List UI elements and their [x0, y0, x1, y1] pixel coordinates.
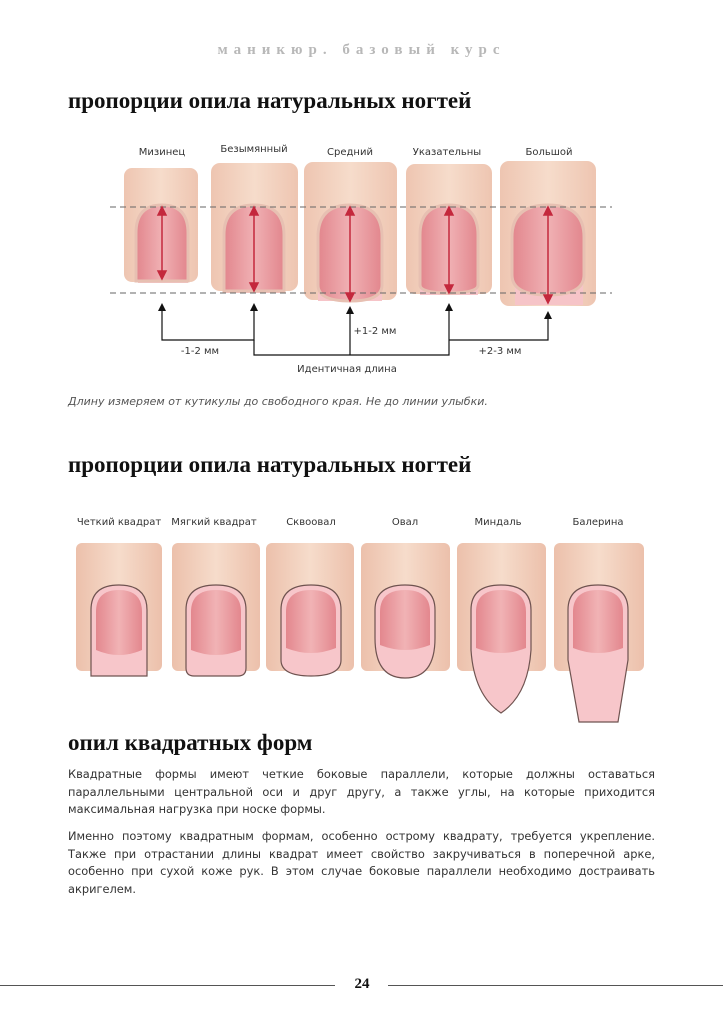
finger-label-thumb: Большой	[525, 147, 573, 158]
shape-label-ballerina: Балерина	[572, 517, 624, 528]
finger-pinky	[124, 168, 198, 283]
page-number: 24	[354, 976, 370, 992]
shape-almond	[457, 543, 546, 713]
arrow-heads	[158, 303, 552, 319]
finger-label-middle: Средний	[327, 147, 373, 158]
annotation-left: -1-2 мм	[180, 346, 220, 357]
shape-label-soft-square: Мягкий квадрат	[171, 517, 257, 528]
footer-rule-right	[388, 985, 723, 986]
shape-ballerina	[554, 543, 644, 722]
annotation-right: +2-3 мм	[478, 346, 522, 357]
shape-label-squoval: Сквоовал	[286, 517, 336, 528]
section1-title: пропорции опила натуральных ногтей	[68, 88, 472, 113]
footer-rule-left	[0, 985, 335, 986]
paragraph-1: Квадратные формы имеют четкие боковые параллели, которые должны оставаться параллельными центральной оси и друг другу, а также углы, на которые приходится максимальная нагрузка при носке формы.	[68, 767, 655, 817]
running-header: маникюр. базовый курс	[217, 42, 506, 58]
finger-label-index: Указательны	[412, 147, 482, 158]
shape-soft-square	[172, 543, 260, 676]
shape-sharp-square	[76, 543, 162, 676]
finger-length-diagram	[0, 135, 723, 380]
shape-label-sharp-square: Четкий квадрат	[76, 517, 162, 528]
measurement-note: Длину измеряем от кутикулы до свободного края. Не до линии улыбки.	[68, 395, 488, 408]
section3-title: опил квадратных форм	[68, 730, 313, 755]
finger-label-ring: Безымянный	[220, 144, 288, 155]
nail-shapes-diagram	[0, 510, 723, 725]
annotation-bottom: Идентичная длина	[297, 364, 397, 375]
paragraph-2: Именно поэтому квадратным формам, особенно острому квадрату, требуется укрепление. Также при отрастании длины квадрат имеет свойство закручиваться в поперечной арке, особенно при сухой коже рук. В этом случае боковые параллели необходимо достраивать акригелем.	[68, 829, 655, 896]
finger-label-pinky: Мизинец	[138, 147, 186, 158]
shape-label-almond: Миндаль	[474, 517, 522, 528]
shape-squoval	[266, 543, 354, 676]
shape-label-oval: Овал	[391, 517, 419, 528]
shape-oval	[361, 543, 450, 678]
section2-title: пропорции опила натуральных ногтей	[68, 452, 472, 477]
annotation-center: +1-2 мм	[353, 326, 397, 337]
